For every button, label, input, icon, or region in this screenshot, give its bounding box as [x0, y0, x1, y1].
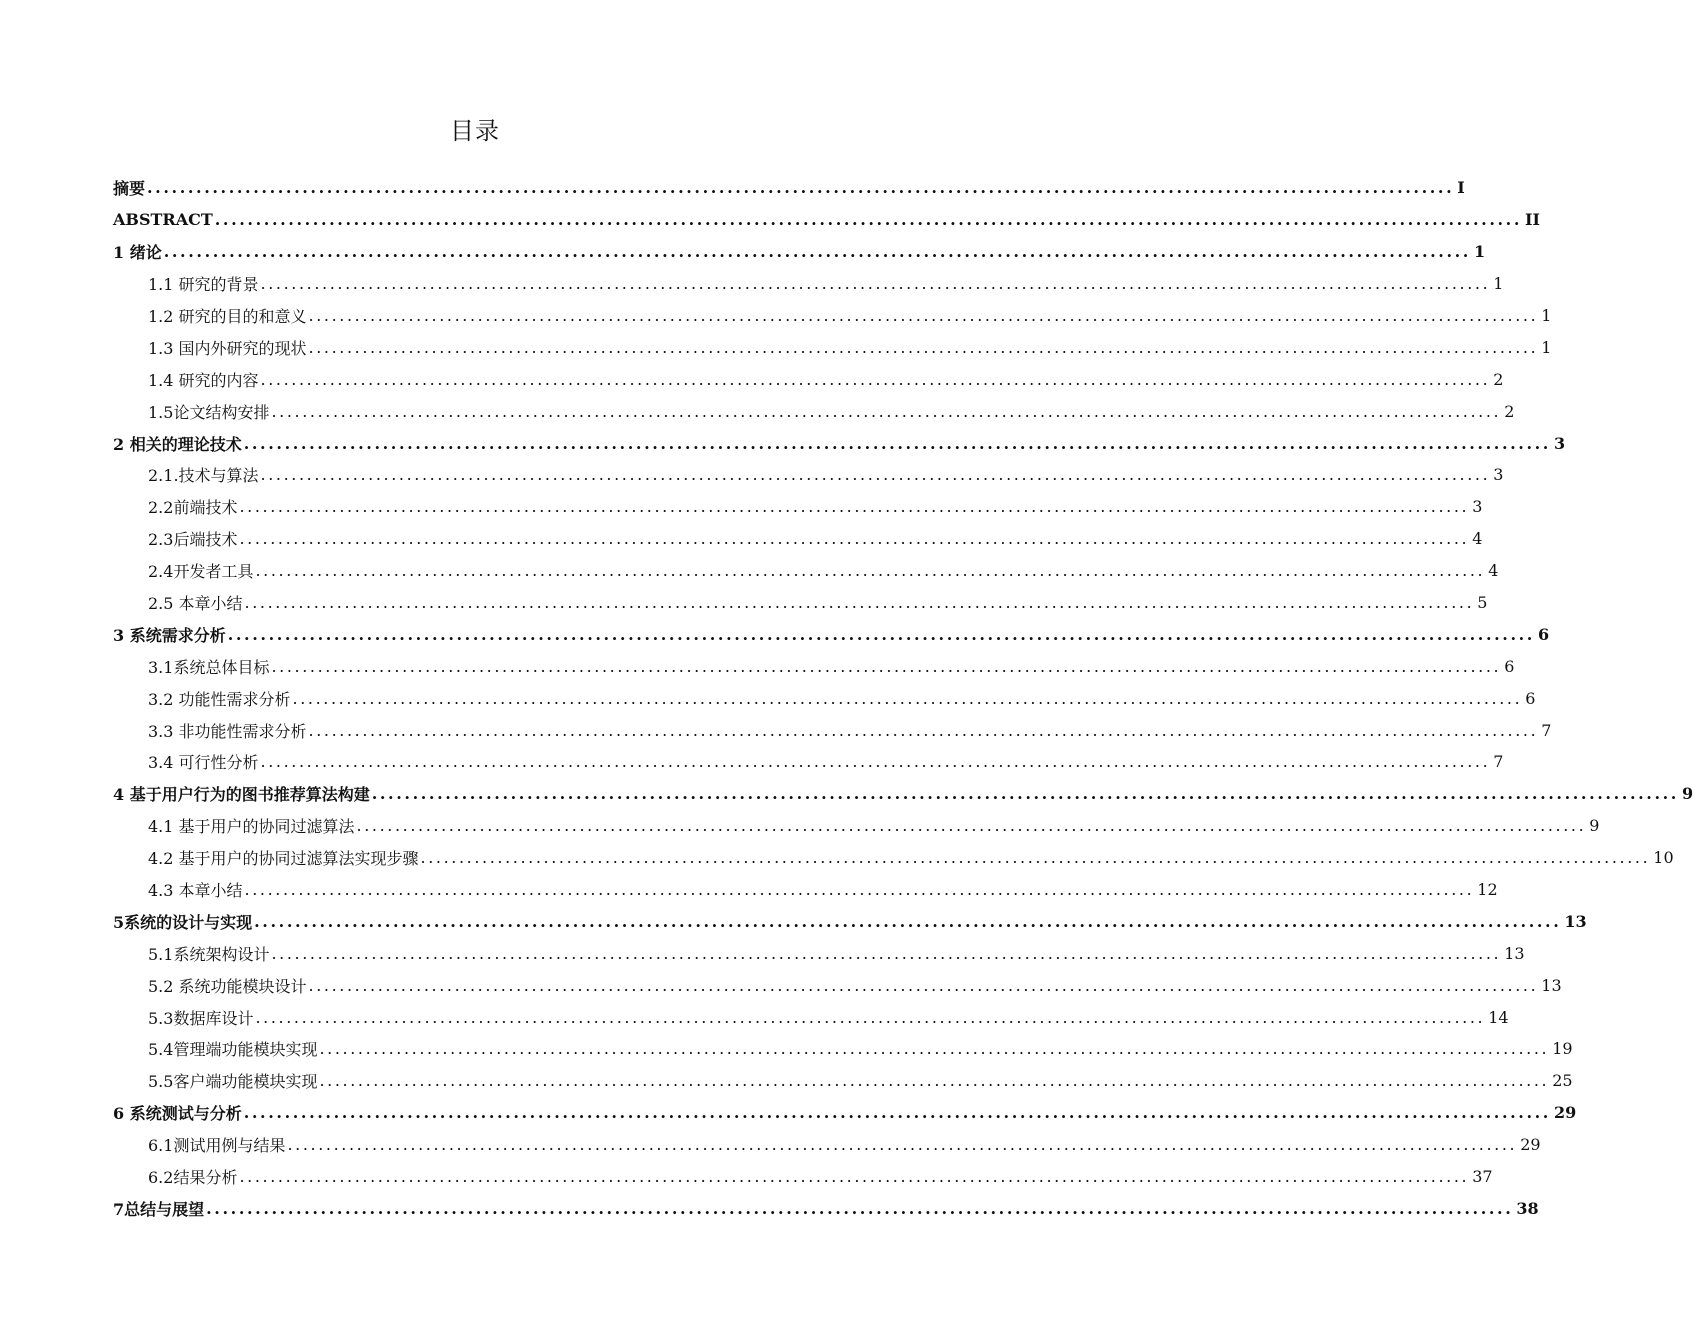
- toc-page-number: 9: [1589, 816, 1600, 836]
- toc-page-number: 6: [1504, 656, 1515, 676]
- table-of-contents: [113, 172, 1693, 1224]
- toc-dot-leader: ................................................................................................................................................................: [239, 529, 1470, 549]
- toc-dot-leader: ................................................................................................................................................................: [420, 848, 1651, 868]
- toc-entry-label: 2.2前端技术: [148, 498, 238, 518]
- toc-section-entry[interactable]: [113, 1129, 1541, 1161]
- toc-chapter-entry[interactable]: [113, 427, 1566, 459]
- toc-entry-label: 7总结与展望: [113, 1199, 205, 1219]
- toc-section-entry[interactable]: [113, 874, 1498, 906]
- toc-page-number: 37: [1472, 1167, 1493, 1187]
- toc-page-number: 1: [1493, 274, 1504, 294]
- toc-entry-label: 5.1系统架构设计: [148, 944, 270, 964]
- toc-page-number: 6: [1537, 624, 1550, 644]
- toc-section-entry[interactable]: [113, 300, 1552, 332]
- toc-entry-label: 1 绪论: [113, 243, 162, 263]
- toc-dot-leader: ................................................................................................................................................................: [254, 911, 1562, 931]
- toc-entry-label: 2.1.技术与算法: [148, 466, 259, 486]
- toc-dot-leader: ................................................................................................................................................................: [243, 1103, 1551, 1123]
- toc-dot-leader: ................................................................................................................................................................: [292, 688, 1523, 708]
- toc-chapter-entry[interactable]: [113, 1193, 1539, 1225]
- toc-entry-label: 3.2 功能性需求分析: [148, 689, 291, 709]
- toc-entry-label: 1.5论文结构安排: [148, 402, 270, 422]
- toc-dot-leader: ................................................................................................................................................................: [239, 497, 1470, 517]
- toc-dot-leader: ................................................................................................................................................................: [260, 752, 1491, 772]
- toc-page-number: 1: [1541, 337, 1552, 357]
- toc-entry-label: 3.3 非功能性需求分析: [148, 721, 307, 741]
- toc-dot-leader: ................................................................................................................................................................: [243, 433, 1551, 453]
- toc-section-entry[interactable]: [113, 587, 1488, 619]
- toc-dot-leader: ................................................................................................................................................................: [319, 1039, 1550, 1059]
- toc-page-number: 7: [1493, 752, 1504, 772]
- toc-dot-leader: ................................................................................................................................................................: [260, 274, 1491, 294]
- toc-dot-leader: ................................................................................................................................................................: [319, 1071, 1550, 1091]
- toc-dot-leader: ................................................................................................................................................................: [147, 178, 1455, 198]
- toc-section-entry[interactable]: [113, 459, 1504, 491]
- toc-entry-label: 4.1 基于用户的协同过滤算法: [148, 817, 355, 837]
- toc-page-number: 38: [1516, 1198, 1539, 1218]
- toc-chapter-entry[interactable]: [113, 618, 1550, 650]
- toc-entry-label: ABSTRACT: [113, 210, 213, 230]
- toc-section-entry[interactable]: [113, 810, 1600, 842]
- toc-dot-leader: ................................................................................................................................................................: [206, 1198, 1514, 1218]
- toc-entry-label: 5.5客户端功能模块实现: [148, 1072, 318, 1092]
- toc-page-number: 25: [1552, 1071, 1573, 1091]
- toc-dot-leader: ................................................................................................................................................................: [260, 369, 1491, 389]
- toc-entry-label: 4 基于用户行为的图书推荐算法构建: [113, 785, 370, 805]
- toc-page-number: I: [1457, 178, 1465, 198]
- toc-dot-leader: ................................................................................................................................................................: [308, 975, 1539, 995]
- toc-page-number: 14: [1488, 1007, 1509, 1027]
- toc-section-entry[interactable]: [113, 395, 1515, 427]
- toc-dot-leader: ................................................................................................................................................................: [271, 401, 1502, 421]
- page-title: 目录: [450, 117, 500, 145]
- toc-section-entry[interactable]: [113, 937, 1525, 969]
- toc-chapter-entry[interactable]: [113, 778, 1693, 810]
- toc-page-number: 13: [1541, 975, 1562, 995]
- toc-page-number: 1: [1473, 242, 1486, 262]
- toc-dot-leader: ................................................................................................................................................................: [163, 242, 1471, 262]
- toc-chapter-entry[interactable]: [113, 172, 1465, 204]
- toc-page-number: 13: [1504, 943, 1525, 963]
- toc-dot-leader: ................................................................................................................................................................: [308, 720, 1539, 740]
- toc-dot-leader: ................................................................................................................................................................: [244, 880, 1475, 900]
- toc-section-entry[interactable]: [113, 1065, 1573, 1097]
- toc-page-number: 6: [1525, 688, 1536, 708]
- toc-dot-leader: ................................................................................................................................................................: [271, 943, 1502, 963]
- toc-dot-leader: ................................................................................................................................................................: [260, 465, 1491, 485]
- toc-page-number: 5: [1477, 593, 1488, 613]
- toc-entry-label: 1.2 研究的目的和意义: [148, 307, 307, 326]
- toc-page-number: 29: [1520, 1135, 1541, 1155]
- toc-entry-label: 4.2 基于用户的协同过滤算法实现步骤: [148, 849, 419, 869]
- toc-dot-leader: ................................................................................................................................................................: [271, 656, 1502, 676]
- toc-section-entry[interactable]: [113, 842, 1674, 874]
- toc-entry-label: 3 系统需求分析: [113, 625, 226, 645]
- toc-section-entry[interactable]: [113, 650, 1515, 682]
- toc-page-number: 12: [1477, 880, 1498, 900]
- toc-entry-label: 摘要: [113, 179, 146, 199]
- toc-dot-leader: ................................................................................................................................................................: [287, 1135, 1518, 1155]
- toc-page-number: II: [1525, 210, 1540, 230]
- toc-section-entry[interactable]: [113, 714, 1552, 746]
- toc-entry-label: 6.2结果分析: [148, 1168, 238, 1188]
- toc-page-number: 3: [1472, 497, 1483, 517]
- toc-entry-label: 5.4管理端功能模块实现: [148, 1040, 318, 1060]
- toc-page-number: 9: [1681, 784, 1693, 804]
- toc-chapter-entry[interactable]: [113, 1097, 1577, 1129]
- toc-section-entry[interactable]: [113, 363, 1504, 395]
- toc-section-entry[interactable]: [113, 491, 1483, 523]
- toc-section-entry[interactable]: [113, 1001, 1509, 1033]
- toc-section-entry[interactable]: [113, 1161, 1493, 1193]
- toc-entry-label: 1.3 国内外研究的现状: [148, 338, 307, 358]
- toc-section-entry[interactable]: [113, 1033, 1573, 1065]
- toc-page-number: 4: [1472, 529, 1483, 549]
- toc-entry-label: 3.1系统总体目标: [148, 657, 270, 677]
- toc-entry-label: 5.3数据库设计: [148, 1008, 254, 1028]
- toc-page-number: 19: [1552, 1039, 1573, 1059]
- toc-dot-leader: ................................................................................................................................................................: [371, 784, 1679, 804]
- toc-dot-leader: ................................................................................................................................................................: [356, 816, 1587, 836]
- toc-entry-label: 1.1 研究的背景: [148, 275, 259, 295]
- toc-section-entry[interactable]: [113, 969, 1562, 1001]
- toc-section-entry[interactable]: [113, 682, 1536, 714]
- toc-page-number: 4: [1488, 561, 1499, 581]
- toc-entry-label: 2.5 本章小结: [148, 594, 243, 614]
- toc-entry-label: 5系统的设计与实现: [113, 912, 253, 932]
- toc-section-entry[interactable]: [113, 268, 1504, 300]
- toc-dot-leader: ................................................................................................................................................................: [255, 1007, 1486, 1027]
- toc-page-number: 10: [1653, 848, 1674, 868]
- toc-page-number: 2: [1493, 369, 1504, 389]
- toc-entry-label: 6 系统测试与分析: [113, 1104, 242, 1124]
- toc-dot-leader: ................................................................................................................................................................: [308, 306, 1539, 325]
- toc-entry-label: 2.3后端技术: [148, 530, 238, 550]
- toc-chapter-entry[interactable]: [113, 204, 1540, 236]
- toc-entry-label: 5.2 系统功能模块设计: [148, 976, 307, 996]
- toc-section-entry[interactable]: [113, 331, 1552, 363]
- toc-section-entry[interactable]: [113, 555, 1499, 587]
- toc-page-number: 13: [1564, 911, 1587, 931]
- toc-dot-leader: ................................................................................................................................................................: [244, 593, 1475, 613]
- toc-entry-label: 2 相关的理论技术: [113, 434, 242, 454]
- toc-entry-label: 6.1测试用例与结果: [148, 1136, 286, 1156]
- toc-dot-leader: ................................................................................................................................................................: [255, 561, 1486, 581]
- toc-page-number: 3: [1493, 465, 1504, 485]
- toc-dot-leader: ................................................................................................................................................................: [227, 624, 1535, 644]
- toc-page-number: 3: [1553, 433, 1566, 453]
- toc-entry-label: 1.4 研究的内容: [148, 370, 259, 390]
- toc-entry-label: 4.3 本章小结: [148, 881, 243, 901]
- toc-dot-leader: ................................................................................................................................................................: [239, 1167, 1470, 1187]
- toc-dot-leader: ................................................................................................................................................................: [308, 337, 1539, 357]
- toc-dot-leader: ................................................................................................................................................................: [214, 210, 1522, 230]
- toc-section-entry[interactable]: [113, 746, 1504, 778]
- toc-page-number: 2: [1504, 401, 1515, 421]
- toc-section-entry[interactable]: [113, 523, 1483, 555]
- toc-chapter-entry[interactable]: [113, 236, 1486, 268]
- toc-entry-label: 3.4 可行性分析: [148, 753, 259, 773]
- toc-entry-label: 2.4开发者工具: [148, 562, 254, 582]
- toc-page-number: 1: [1541, 306, 1552, 325]
- toc-page-number: 7: [1541, 720, 1552, 740]
- toc-chapter-entry[interactable]: [113, 905, 1587, 937]
- toc-page-number: 29: [1553, 1103, 1577, 1123]
